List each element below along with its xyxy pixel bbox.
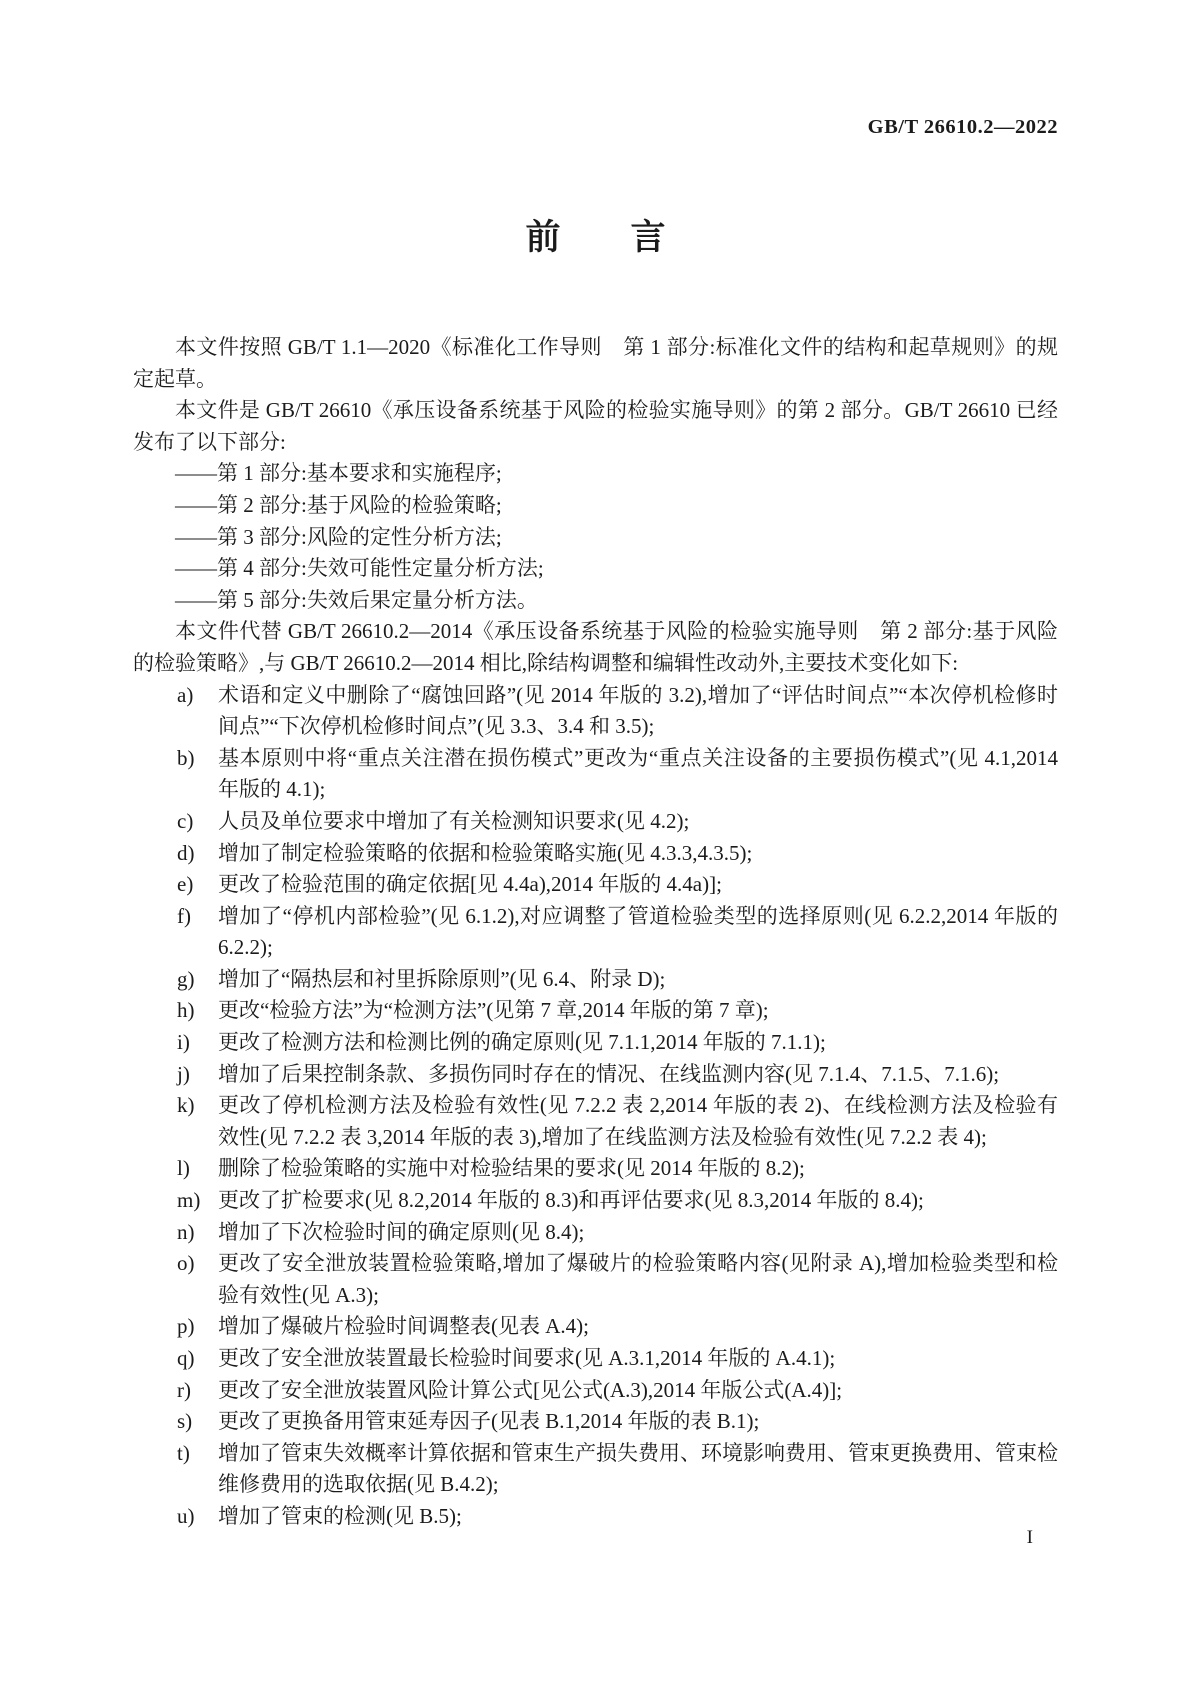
change-item xyxy=(133,1153,1058,1185)
change-item-label: b) xyxy=(177,745,195,770)
change-item-text: 更改了安全泄放装置风险计算公式[见公式(A.3),2014 年版公式(A.4)]; xyxy=(218,1377,843,1402)
change-item-label: h) xyxy=(177,998,195,1023)
change-item-label: g) xyxy=(177,966,195,991)
change-item-text: 增加了下次检验时间的确定原则(见 8.4); xyxy=(218,1219,585,1244)
change-item-text: 更改了扩检要求(见 8.2,2014 年版的 8.3)和再评估要求(见 8.3,2014 年版的 8.4); xyxy=(218,1188,924,1213)
change-item-label: p) xyxy=(177,1314,195,1339)
change-item xyxy=(133,1027,1058,1059)
change-item-label: e) xyxy=(177,872,194,897)
doc-number: GB/T 26610.2—2022 xyxy=(867,116,1058,138)
page-number: I xyxy=(1026,1527,1033,1548)
change-item-text: 术语和定义中删除了“腐蚀回路”(见 2014 年版的 3.2),增加了“评估时间点”“本次停机检修时间点”“下次停机检修时间点”(见 3.3、3.4 和 3.5); xyxy=(218,682,1058,739)
part-list-item: ——第 4 部分:失效可能性定量分析方法; xyxy=(175,556,544,581)
change-item-text: 增加了后果控制条款、多损伤同时存在的情况、在线监测内容(见 7.1.4、7.1.5、7.1.6); xyxy=(218,1061,1000,1086)
change-item xyxy=(133,869,1058,901)
change-item-label: l) xyxy=(177,1156,190,1181)
change-item-text: 更改了安全泄放装置检验策略,增加了爆破片的检验策略内容(见附录 A),增加检验类型和检验有效性(见 A.3); xyxy=(218,1251,1058,1307)
change-item xyxy=(133,1438,1058,1501)
change-item xyxy=(133,806,1058,838)
change-item xyxy=(133,1059,1058,1091)
change-item-label: j) xyxy=(177,1061,190,1086)
change-item xyxy=(133,964,1058,996)
change-item xyxy=(133,1090,1058,1153)
change-item-label: c) xyxy=(177,808,194,833)
change-item-label: i) xyxy=(177,1030,190,1055)
change-item-text: 增加了管束的检测(见 B.5); xyxy=(218,1503,462,1528)
change-item xyxy=(133,1185,1058,1217)
part-list-item: ——第 5 部分:失效后果定量分析方法。 xyxy=(175,587,538,612)
change-item-text: 增加了“隔热层和衬里拆除原则”(见 6.4、附录 D); xyxy=(218,966,666,991)
page-title: 前 言 xyxy=(525,218,666,257)
change-item xyxy=(133,1501,1058,1533)
change-item-label: s) xyxy=(177,1409,193,1434)
change-item xyxy=(133,901,1058,964)
change-item-text: 更改了检测方法和检测比例的确定原则(见 7.1.1,2014 年版的 7.1.1); xyxy=(218,1030,826,1055)
doc-body xyxy=(133,332,1058,1533)
change-item-text: 更改了检验范围的确定依据[见 4.4a),2014 年版的 4.4a)]; xyxy=(218,872,722,897)
change-item xyxy=(133,1248,1058,1311)
change-item-text: 增加了爆破片检验时间调整表(见表 A.4); xyxy=(218,1314,589,1339)
change-item-label: u) xyxy=(177,1503,195,1528)
change-item-text: 更改“检验方法”为“检测方法”(见第 7 章,2014 年版的第 7 章); xyxy=(218,998,769,1023)
change-item-label: q) xyxy=(177,1346,195,1370)
change-item-label: o) xyxy=(177,1251,195,1276)
change-item-label: t) xyxy=(177,1440,190,1465)
change-item xyxy=(133,680,1058,743)
change-item-text: 增加了“停机内部检验”(见 6.1.2),对应调整了管道检验类型的选择原则(见 6.2.2,2014 年版的 6.2.2); xyxy=(218,903,1058,960)
change-item-label: k) xyxy=(177,1093,195,1118)
change-item-text: 基本原则中将“重点关注潜在损伤模式”更改为“重点关注设备的主要损伤模式”(见 4.1,2014 年版的 4.1); xyxy=(218,745,1058,802)
change-item-label: r) xyxy=(177,1377,191,1402)
change-item xyxy=(133,1217,1058,1249)
change-item xyxy=(133,1375,1058,1407)
change-item-text: 增加了管束失效概率计算依据和管束生产损失费用、环境影响费用、管束更换费用、管束检维修费用的选取依据(见 B.4.2); xyxy=(218,1440,1058,1497)
part-list-item: ——第 3 部分:风险的定性分析方法; xyxy=(175,524,502,549)
change-item xyxy=(133,743,1058,806)
paragraph-scope: 本文件按照 GB/T 1.1—2020《标准化工作导则 第 1 部分:标准化文件的结构和起草规则》的规定起草。 xyxy=(133,335,1058,391)
change-item-text: 增加了制定检验策略的依据和检验策略实施(见 4.3.3,4.3.5); xyxy=(218,840,753,865)
paragraph-replacement: 本文件代替 GB/T 26610.2—2014《承压设备系统基于风险的检验实施导则 第 2 部分:基于风险的检验策略》,与 GB/T 26610.2—2014 相比,除结构调整和编辑性改动外,主要技术变化如下: xyxy=(133,619,1058,675)
change-item-label: d) xyxy=(177,840,195,865)
change-item-label: f) xyxy=(177,903,191,928)
change-item-text: 更改了安全泄放装置最长检验时间要求(见 A.3.1,2014 年版的 A.4.1); xyxy=(218,1346,836,1370)
change-item xyxy=(133,1311,1058,1343)
change-item xyxy=(133,995,1058,1027)
part-list-item: ——第 1 部分:基本要求和实施程序; xyxy=(175,461,502,486)
changes-list xyxy=(133,680,1058,1533)
change-item-label: n) xyxy=(177,1219,195,1244)
change-item-text: 删除了检验策略的实施中对检验结果的要求(见 2014 年版的 8.2); xyxy=(218,1156,805,1181)
change-item xyxy=(133,838,1058,870)
change-item-text: 更改了停机检测方法及检验有效性(见 7.2.2 表 2,2014 年版的表 2)、在线检测方法及检验有效性(见 7.2.2 表 3,2014 年版的表 3),增加了在线监测方法及检验有效性(见 7.2.2 表 4); xyxy=(218,1093,1058,1149)
change-item-label: m) xyxy=(177,1188,201,1213)
change-item-label: a) xyxy=(177,682,194,707)
change-item xyxy=(133,1406,1058,1438)
change-item-text: 人员及单位要求中增加了有关检测知识要求(见 4.2); xyxy=(218,808,690,833)
doc-header xyxy=(133,116,1058,139)
change-item xyxy=(133,1343,1058,1375)
change-item-text: 更改了更换备用管束延寿因子(见表 B.1,2014 年版的表 B.1); xyxy=(218,1409,760,1434)
part-list-item: ——第 2 部分:基于风险的检验策略; xyxy=(175,492,502,517)
paragraph-series-intro: 本文件是 GB/T 26610《承压设备系统基于风险的检验实施导则》的第 2 部分。GB/T 26610 已经发布了以下部分: xyxy=(133,398,1058,454)
